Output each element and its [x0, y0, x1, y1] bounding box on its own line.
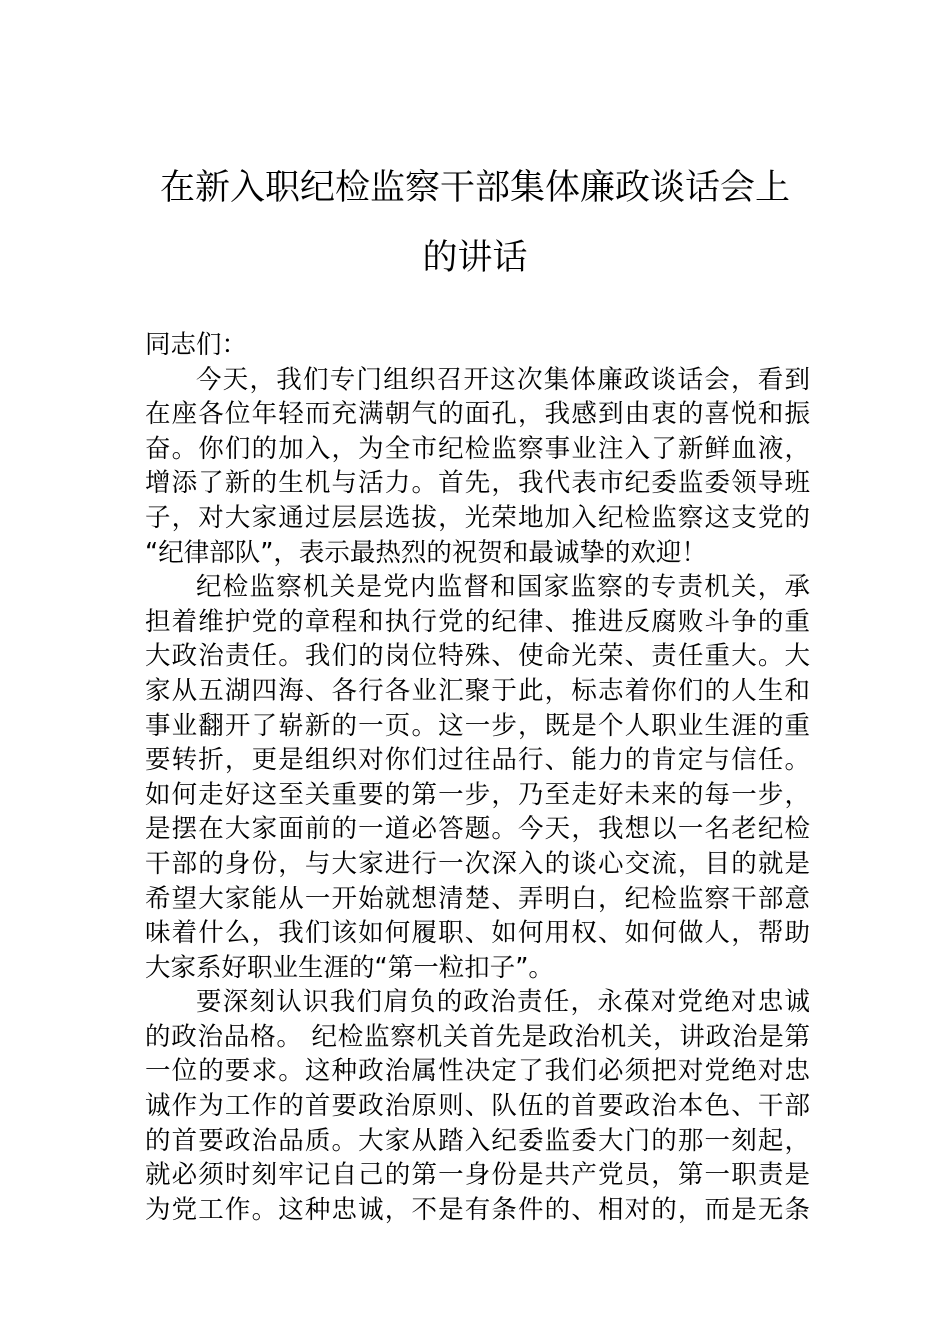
- paragraph-2-line: 担着维护党的章程和执行党的纪律、推进反腐败斗争的重: [145, 606, 810, 637]
- paragraph-1-line: 在座各位年轻而充满朝气的面孔，我感到由衷的喜悦和振: [145, 399, 810, 430]
- paragraph-3-line: 的政治品格。 纪检监察机关首先是政治机关，讲政治是第: [145, 1021, 810, 1052]
- document-body: [145, 328, 810, 1227]
- salutation: 同志们：: [145, 330, 248, 360]
- document-title-line-1: 在新入职纪检监察干部集体廉政谈话会上: [159, 168, 790, 208]
- paragraph-3-line: 为党工作。这种忠诚，不是有条件的、相对的，而是无条: [145, 1194, 810, 1225]
- paragraph-2-line: 干部的身份，与大家进行一次深入的谈心交流，目的就是: [145, 848, 810, 879]
- paragraph-3-line: 一位的要求。这种政治属性决定了我们必须把对党绝对忠: [145, 1056, 810, 1087]
- paragraph-1-line: 今天，我们专门组织召开这次集体廉政谈话会，看到: [196, 364, 810, 395]
- paragraph-1-line: “纪律部队”，表示最热烈的祝贺和最诚挚的欢迎！: [145, 537, 707, 568]
- paragraph-2-line: 是摆在大家面前的一道必答题。今天，我想以一名老纪检: [145, 814, 810, 845]
- paragraph-1-line: 增添了新的生机与活力。首先，我代表市纪委监委领导班: [145, 468, 810, 499]
- paragraph-3-line: 就必须时刻牢记自己的第一身份是共产党员，第一职责是: [145, 1160, 810, 1191]
- paragraph-1-line: 奋。你们的加入，为全市纪检监察事业注入了新鲜血液，: [145, 433, 810, 464]
- paragraph-2-line: 希望大家能从一开始就想清楚、弄明白，纪检监察干部意: [145, 883, 810, 914]
- paragraph-2-line: 如何走好这至关重要的第一步，乃至走好未来的每一步，: [145, 779, 810, 810]
- paragraph-3-line: 诚作为工作的首要政治原则、队伍的首要政治本色、干部: [145, 1091, 810, 1122]
- paragraph-2-line: 家从五湖四海、各行各业汇聚于此，标志着你们的人生和: [145, 675, 810, 706]
- paragraph-2-line: 要转折，更是组织对你们过往品行、能力的肯定与信任。: [145, 745, 810, 776]
- paragraph-3-line: 要深刻认识我们肩负的政治责任，永葆对党绝对忠诚: [196, 987, 810, 1018]
- paragraph-2-line: 味着什么，我们该如何履职、如何用权、如何做人，帮助: [145, 918, 810, 949]
- document-title-line-2: 的讲话: [422, 238, 528, 278]
- paragraph-2-line: 事业翻开了崭新的一页。这一步，既是个人职业生涯的重: [145, 710, 810, 741]
- paragraph-2-line: 大政治责任。我们的岗位特殊、使命光荣、责任重大。大: [145, 641, 810, 672]
- paragraph-2-line: 纪检监察机关是党内监督和国家监察的专责机关，承: [196, 572, 810, 603]
- paragraph-1-line: 子，对大家通过层层选拔，光荣地加入纪检监察这支党的: [145, 502, 810, 533]
- paragraph-3-line: 的首要政治品质。大家从踏入纪委监委大门的那一刻起，: [145, 1125, 810, 1156]
- paragraph-2-line: 大家系好职业生涯的“第一粒扣子”。: [145, 952, 554, 983]
